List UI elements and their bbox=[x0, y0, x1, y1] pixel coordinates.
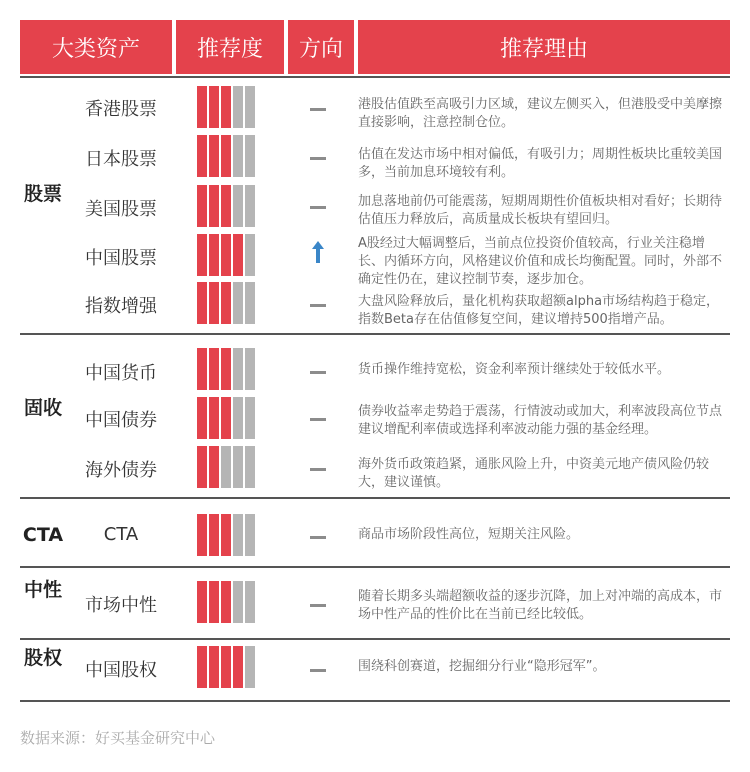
dash-icon bbox=[310, 418, 326, 421]
reason-text: 债券收益率走势趋于震荡，行情波动或加大，利率波段高位节点建议增配利率债或选择利率波动能力强的基金经理。 bbox=[358, 404, 723, 437]
rating-bar-filled bbox=[197, 135, 207, 177]
header-reason: 推荐理由 bbox=[358, 20, 730, 74]
direction-cell bbox=[300, 592, 336, 611]
rating-bar-filled bbox=[197, 446, 207, 488]
rating-bar-filled bbox=[209, 646, 219, 688]
rating-bar-empty bbox=[221, 446, 231, 488]
reason-text: 随着长期多头端超额收益的逐步沉降，加上对冲端的高成本，市场中性产品的性价比在当前已经比较低。 bbox=[358, 589, 723, 622]
rating-bar-filled bbox=[221, 514, 231, 556]
dash-icon bbox=[310, 536, 326, 539]
rating-bar-empty bbox=[245, 185, 255, 227]
rating-bar-filled bbox=[209, 282, 219, 324]
rating-bar-filled bbox=[221, 646, 231, 688]
reason-text: 货币操作维持宽松，资金利率预计继续处于较低水平。 bbox=[358, 362, 671, 377]
rating-bar-filled bbox=[197, 581, 207, 623]
rating-bar-filled bbox=[197, 514, 207, 556]
reason-text: 大盘风险释放后，量化机构获取超额alpha市场结构趋于稳定，指数Beta存在估值修复空间，建议增持500指增产品。 bbox=[358, 294, 720, 327]
rating-bar-filled bbox=[221, 135, 231, 177]
rating-bar-empty bbox=[233, 397, 243, 439]
group-separator bbox=[20, 638, 730, 640]
direction-cell bbox=[300, 406, 336, 425]
reason-text: 加息落地前仍可能震荡，短期周期性价值板块相对看好；长期待估值压力释放后，高质量成长板块有望回归。 bbox=[358, 194, 723, 227]
up-arrow-icon bbox=[311, 240, 325, 264]
direction-cell bbox=[300, 292, 336, 311]
rating-bar-filled bbox=[209, 446, 219, 488]
rating-bar-empty bbox=[245, 581, 255, 623]
rating-bars bbox=[197, 348, 255, 390]
rating-bar-filled bbox=[197, 397, 207, 439]
dash-icon bbox=[310, 157, 326, 160]
rating-bars bbox=[197, 514, 255, 556]
rating-bar-filled bbox=[221, 234, 231, 276]
header-asset: 大类资产 bbox=[20, 20, 172, 74]
dash-icon bbox=[310, 108, 326, 111]
rating-bar-filled bbox=[209, 397, 219, 439]
rating-bar-filled bbox=[197, 348, 207, 390]
rating-bar-filled bbox=[221, 185, 231, 227]
rating-bars bbox=[197, 446, 255, 488]
asset-name: 中国债券 bbox=[85, 410, 157, 431]
dash-icon bbox=[310, 468, 326, 471]
rating-bar-filled bbox=[233, 646, 243, 688]
rating-bar-empty bbox=[245, 397, 255, 439]
rating-bar-empty bbox=[233, 282, 243, 324]
rating-bars bbox=[197, 282, 255, 324]
asset-name: 指数增强 bbox=[85, 296, 157, 317]
rating-bar-empty bbox=[245, 646, 255, 688]
rating-bar-empty bbox=[245, 234, 255, 276]
rating-bar-filled bbox=[209, 185, 219, 227]
rating-bar-filled bbox=[221, 282, 231, 324]
rating-bar-empty bbox=[233, 135, 243, 177]
rating-bar-empty bbox=[245, 282, 255, 324]
rating-bar-filled bbox=[221, 86, 231, 128]
rating-bar-empty bbox=[233, 514, 243, 556]
rating-bar-filled bbox=[197, 86, 207, 128]
category-label-equity: 股权 bbox=[23, 647, 62, 669]
direction-cell bbox=[300, 194, 336, 213]
direction-cell bbox=[300, 524, 336, 543]
rating-bar-empty bbox=[233, 348, 243, 390]
rating-bars bbox=[197, 135, 255, 177]
rating-bar-filled bbox=[221, 581, 231, 623]
dash-icon bbox=[310, 669, 326, 672]
category-label-stocks: 股票 bbox=[23, 183, 62, 205]
rating-bar-filled bbox=[209, 514, 219, 556]
rating-bar-filled bbox=[209, 581, 219, 623]
asset-name: CTA bbox=[103, 524, 139, 545]
reason-text: 估值在发达市场中相对偏低，有吸引力；周期性板块比重较美国多，当前加息环境较有利。 bbox=[358, 147, 723, 180]
group-separator bbox=[20, 333, 730, 335]
asset-name: 中国股权 bbox=[85, 660, 157, 681]
asset-name: 中国股票 bbox=[85, 248, 157, 269]
rating-bar-empty bbox=[245, 86, 255, 128]
asset-name: 香港股票 bbox=[85, 99, 157, 120]
asset-name: 市场中性 bbox=[85, 595, 157, 616]
rating-bar-empty bbox=[233, 86, 243, 128]
rating-bars bbox=[197, 581, 255, 623]
reason-text: 海外货币政策趋紧，通胀风险上升，中资美元地产债风险仍较大，建议谨慎。 bbox=[358, 457, 710, 490]
rating-bar-empty bbox=[233, 581, 243, 623]
rating-bar-filled bbox=[221, 348, 231, 390]
rating-bar-filled bbox=[209, 348, 219, 390]
category-label-cta: CTA bbox=[22, 524, 64, 546]
source-note: 数据来源：好买基金研究中心 bbox=[20, 729, 216, 747]
rating-bars bbox=[197, 185, 255, 227]
rating-bars bbox=[197, 234, 255, 276]
rating-bar-empty bbox=[245, 348, 255, 390]
rating-bar-empty bbox=[245, 514, 255, 556]
rating-bar-filled bbox=[197, 234, 207, 276]
group-separator bbox=[20, 76, 730, 78]
reason-text: A股经过大幅调整后，当前点位投资价值较高，行业关注稳增长、内循环方向，风格建议价值和成长均衡配置。同时，外部不确定性仍在，建议控制节奏，逐步加仓。 bbox=[358, 236, 723, 287]
rating-bar-filled bbox=[197, 646, 207, 688]
rating-bar-empty bbox=[233, 446, 243, 488]
direction-cell bbox=[300, 96, 336, 115]
rating-bar-filled bbox=[233, 234, 243, 276]
category-label-neutral: 中性 bbox=[23, 579, 62, 601]
rating-bars bbox=[197, 397, 255, 439]
dash-icon bbox=[310, 604, 326, 607]
dash-icon bbox=[310, 304, 326, 307]
direction-cell bbox=[300, 456, 336, 475]
rating-bars bbox=[197, 646, 255, 688]
rating-bar-filled bbox=[197, 282, 207, 324]
group-separator bbox=[20, 497, 730, 499]
rating-bar-empty bbox=[245, 446, 255, 488]
rating-bar-filled bbox=[209, 86, 219, 128]
rating-bar-filled bbox=[209, 135, 219, 177]
asset-name: 中国货币 bbox=[85, 363, 157, 384]
reason-text: 围绕科创赛道，挖掘细分行业“隐形冠军”。 bbox=[358, 659, 606, 674]
group-separator bbox=[20, 700, 730, 702]
asset-name: 美国股票 bbox=[85, 199, 157, 220]
rating-bar-empty bbox=[245, 135, 255, 177]
rating-bar-filled bbox=[197, 185, 207, 227]
dash-icon bbox=[310, 206, 326, 209]
asset-name: 海外债券 bbox=[85, 460, 157, 481]
category-label-fixed-income: 固收 bbox=[23, 397, 62, 419]
rating-bars bbox=[197, 86, 255, 128]
rating-bar-filled bbox=[221, 397, 231, 439]
direction-cell bbox=[300, 145, 336, 164]
rating-bar-filled bbox=[209, 234, 219, 276]
direction-cell bbox=[300, 657, 336, 676]
header-rating: 推荐度 bbox=[176, 20, 284, 74]
dash-icon bbox=[310, 371, 326, 374]
direction-cell bbox=[300, 359, 336, 378]
reason-text: 港股估值跌至高吸引力区域，建议左侧买入，但港股受中美摩擦直接影响，注意控制仓位。 bbox=[358, 97, 723, 130]
direction-cell bbox=[300, 240, 336, 268]
rating-bar-empty bbox=[233, 185, 243, 227]
group-separator bbox=[20, 566, 730, 568]
header-direction: 方向 bbox=[288, 20, 354, 74]
reason-text: 商品市场阶段性高位，短期关注风险。 bbox=[358, 527, 580, 542]
asset-name: 日本股票 bbox=[85, 149, 157, 170]
